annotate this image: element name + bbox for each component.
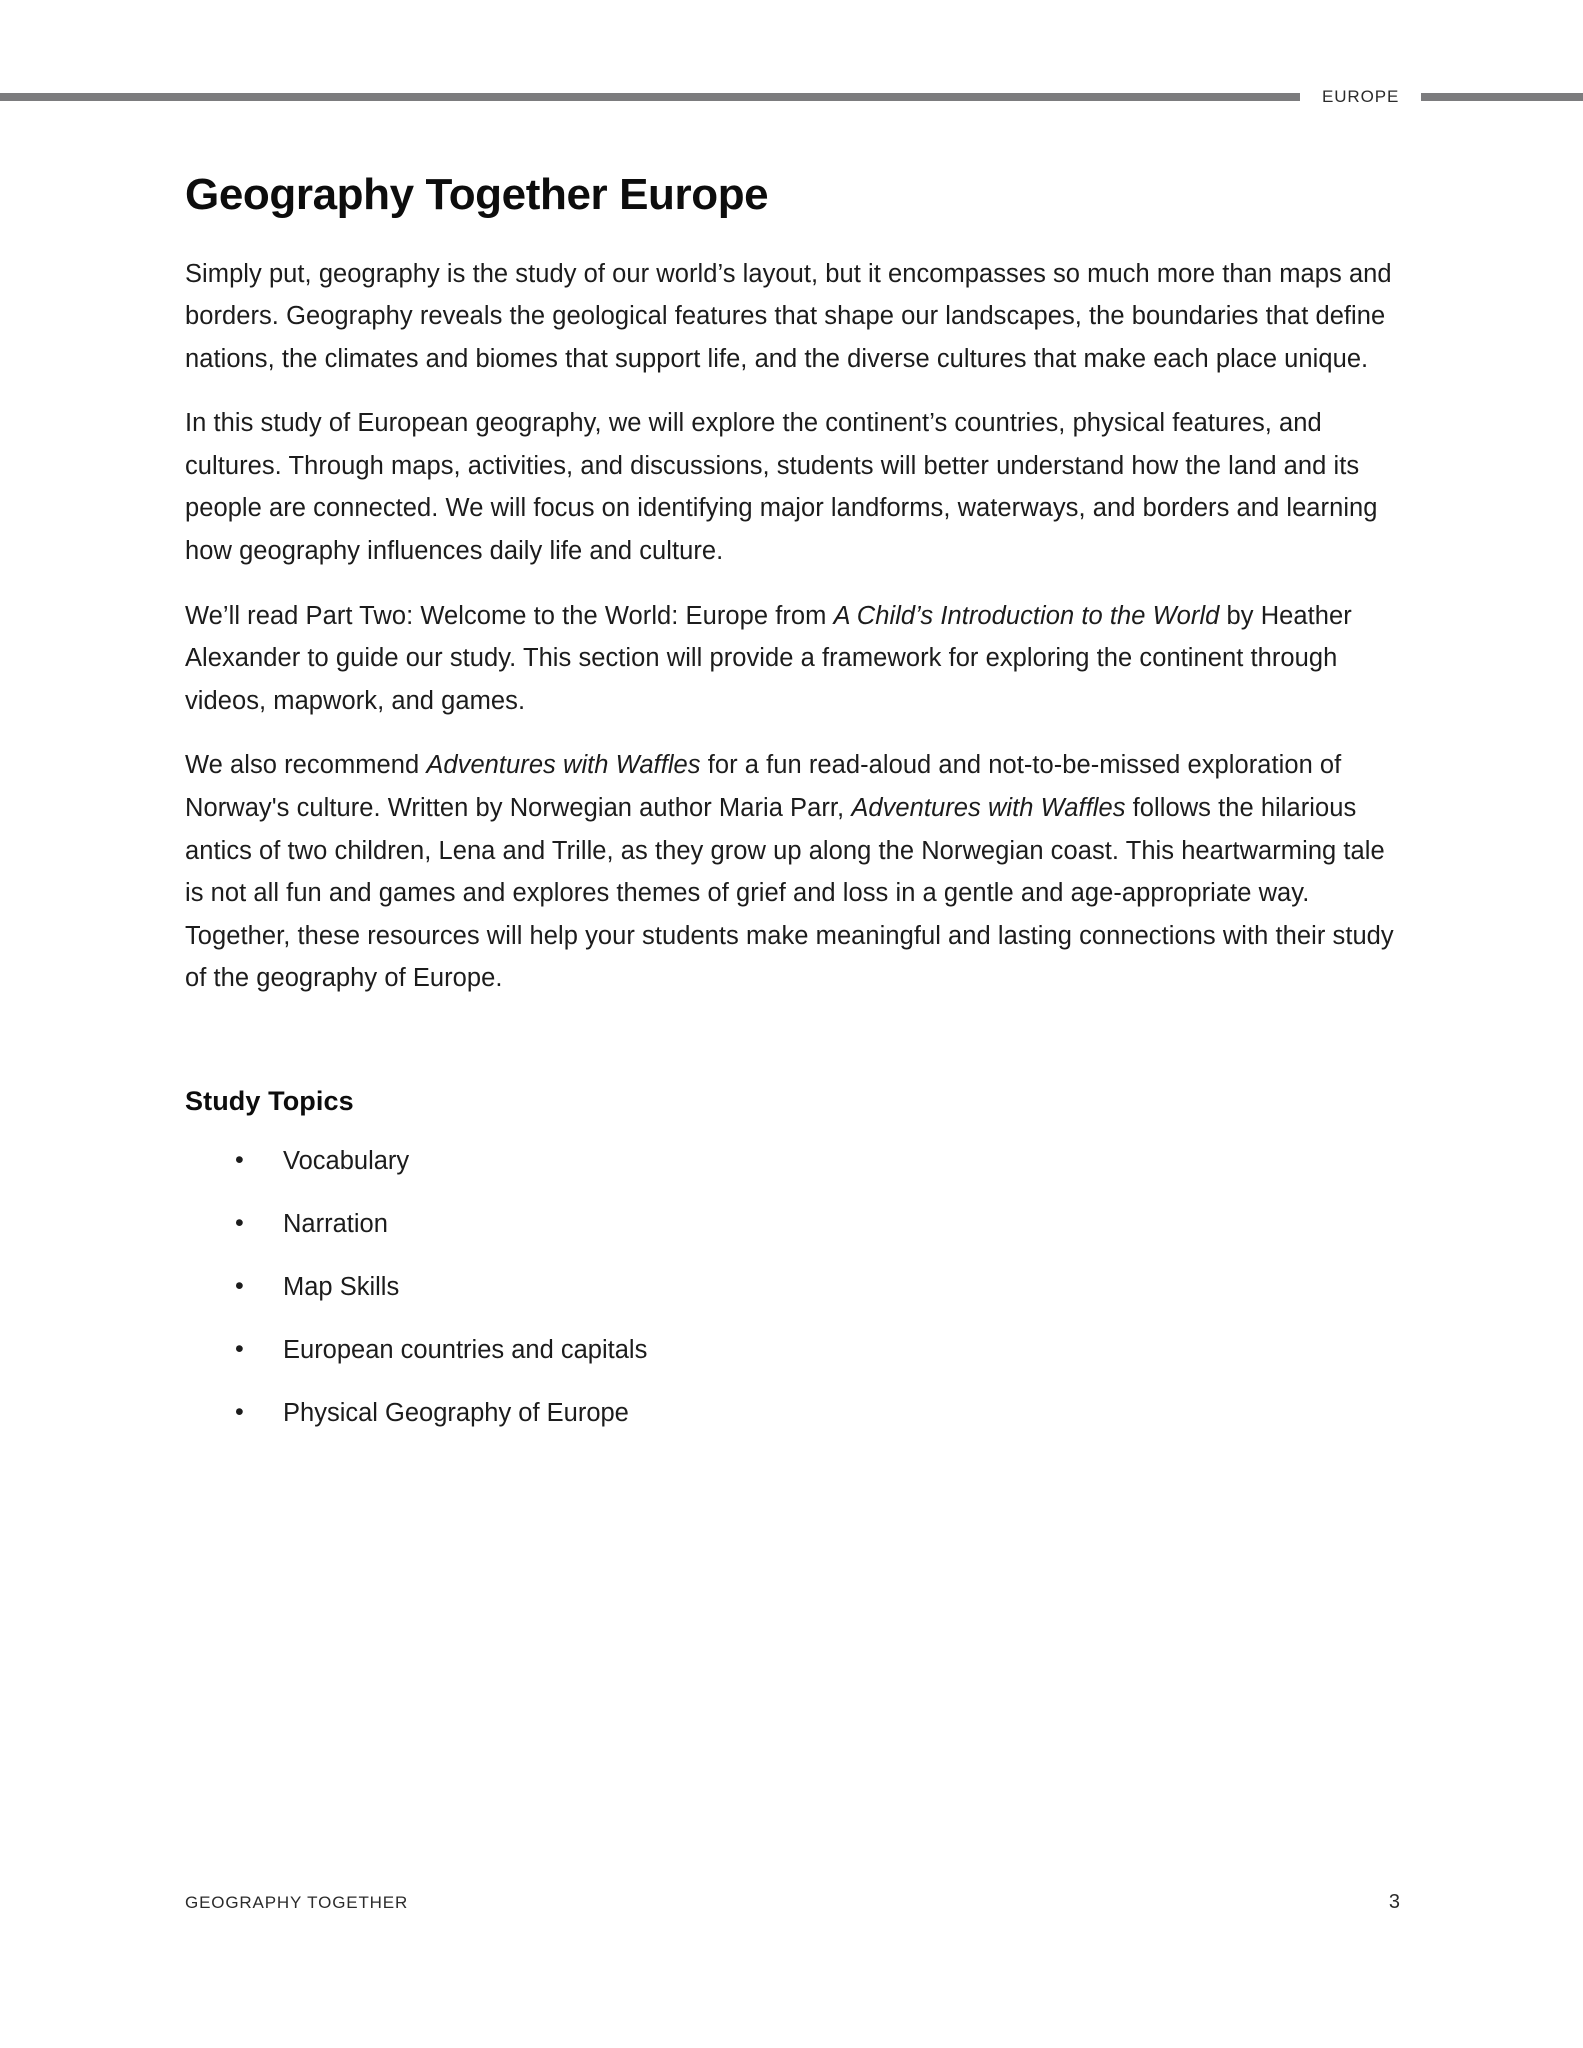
list-item-label: Narration (283, 1209, 388, 1238)
paragraph-run: Simply put, geography is the study of our world’s layout, but it encompasses so much more than maps and borders. Geography reveals the geological features that shape our landscapes, the boundaries that define nations, the climates and biomes that support life, and the diverse cultures that make each place unique. (185, 259, 1392, 373)
list-item (235, 1334, 1400, 1367)
bullet-icon: • (235, 1398, 244, 1427)
page-title: Geography Together Europe (185, 170, 769, 219)
list-item (235, 1208, 1400, 1241)
paragraph-scope (185, 402, 1400, 572)
page-content (185, 170, 1400, 1461)
book-title-child-introduction: A Child’s Introduction to the World (833, 601, 1220, 630)
paragraph-run: In this study of European geography, we will explore the continent’s countries, physical features, and cultures. Through maps, activities, and discussions, students will better understand how the land and its people are connected. We will focus on identifying major landforms, waterways, and borders and learning how geography influences daily life and culture. (185, 409, 1378, 566)
bullet-icon: • (235, 1272, 244, 1301)
paragraph-run: by Heather Alexander to guide our study. This section will provide a framework for exploring the continent through videos, mapwork, and games. (185, 601, 1352, 715)
bullet-icon: • (235, 1208, 244, 1237)
study-topics-list (185, 1145, 1400, 1431)
list-item (235, 1397, 1400, 1430)
header-rule-right (1421, 93, 1583, 101)
bullet-icon: • (235, 1145, 244, 1174)
list-item-label: Map Skills (283, 1273, 400, 1302)
paragraph-intro (185, 253, 1400, 381)
list-item (235, 1145, 1400, 1178)
list-item (235, 1271, 1400, 1304)
paragraph-run: follows the hilarious antics of two children, Lena and Trille, as they grow up along the Norwegian coast. This heartwarming tale is not all fun and games and explores themes of grief and loss in a gentle and age-appropriate way. Together, these resources will help your students make meaningful and lasting connections with their study of the geography of Europe. (185, 793, 1394, 993)
paragraph-recommended-reading (185, 744, 1400, 999)
footer-document-label: GEOGRAPHY TOGETHER (185, 1893, 409, 1912)
running-footer (185, 1891, 1400, 1914)
paragraph-core-reading (185, 595, 1400, 723)
header-rule-left (0, 93, 1300, 101)
header-section-label: EUROPE (1322, 87, 1400, 106)
list-item-label: European countries and capitals (283, 1336, 648, 1365)
running-header (0, 88, 1583, 105)
section-heading-study-topics: Study Topics (185, 1085, 354, 1116)
footer-page-number: 3 (1388, 1891, 1400, 1913)
paragraph-run: We also recommend (185, 751, 427, 780)
book-title-adventures-with-waffles: Adventures with Waffles (426, 751, 701, 780)
book-title-adventures-with-waffles-2: Adventures with Waffles (851, 793, 1126, 822)
bullet-icon: • (235, 1335, 244, 1364)
paragraph-run: for a fun read-aloud and not-to-be-missed exploration of Norway's culture. Written by Norwegian author Maria Parr, (185, 751, 1342, 822)
paragraph-run: We’ll read Part Two: Welcome to the World: Europe from (185, 601, 834, 630)
list-item-label: Physical Geography of Europe (283, 1399, 629, 1428)
list-item-label: Vocabulary (283, 1146, 410, 1175)
